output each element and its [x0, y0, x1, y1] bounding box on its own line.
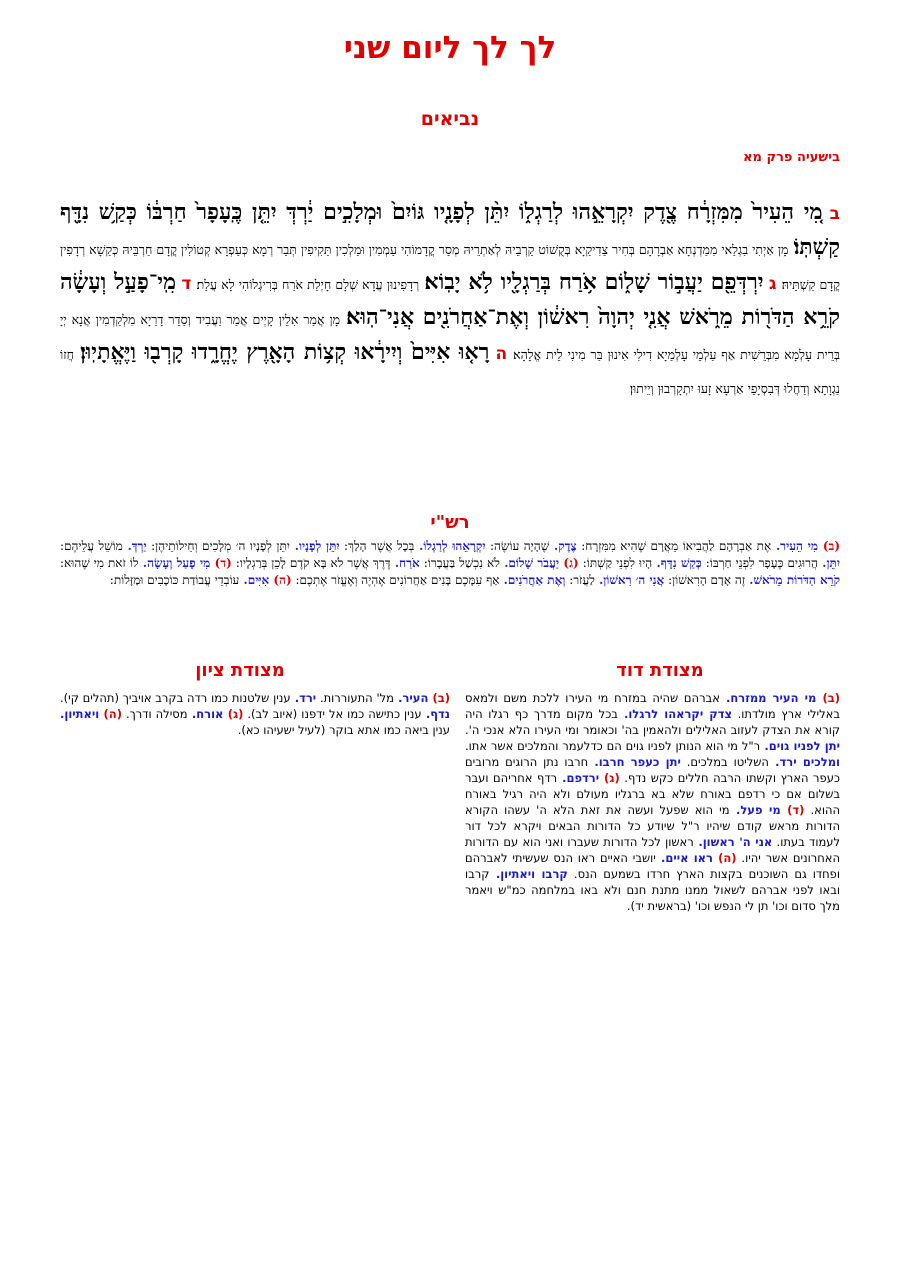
commentary-item	[60, 691, 316, 705]
commentary-heading-word: ראו איים.	[655, 851, 713, 865]
commentary-text: יִתֵּן לְפָנָיו ה׳ מְלָכִים וְחֵילוֹתֵיהֶן:	[146, 539, 290, 553]
commentary-heading-word: ירד.	[290, 691, 317, 705]
commentary-heading-word: קֹרֵא הַדֹּרוֹת מֵרֹאשׁ.	[745, 573, 840, 587]
commentary-heading-word: אֲנִי ה׳ רִאשׁוֹן.	[594, 573, 665, 587]
commentary-text: רדף אחריהם ועבר בשלום אם כי רדפם באורח שלא בא ברגליו מעולם ולא היה רגיל באורח ההוא.	[465, 771, 840, 817]
commentary-text: לַעֲזֹר:	[565, 573, 595, 587]
commentary-item	[316, 691, 450, 705]
commentary-text: אַף עִמָּכֶם בָּנִים אַחֲרוֹנִים אֶהְיֶה וְאֶעֱזֹר אֶתְכֶם:	[291, 573, 500, 587]
commentary-verse-number: (ב)	[818, 539, 840, 553]
commentary-text: דֶּרֶךְ אֲשֶׁר לֹא בָּא קֹדֶם לָכֵן בְּרַגְלָיו:	[231, 556, 391, 570]
commentary-text: מל' התעוררות.	[316, 691, 394, 705]
commentary-text: מסילה ודרך.	[121, 707, 188, 721]
commentary-item	[232, 556, 420, 570]
commentary-text: שֶׁהָיָה עוֹשֶׂה:	[485, 539, 550, 553]
commentary-item	[420, 556, 579, 570]
commentary-item	[147, 539, 340, 553]
commentary-item	[110, 573, 292, 587]
verse-targum: רְדָפִינוּן עֲדָא שְׁלָם חָיְלַת אֹרַח בְּרִיגְלוֹהִי לָא עֲלַת׃	[196, 277, 420, 292]
commentary-text: חרבו נתן הרוגים מרובים כעפר הארץ וקשתו הרבה חללים כקש נדף.	[465, 755, 841, 785]
verse-number: ד	[181, 274, 192, 294]
commentary-heading-word: יִתֵּן.	[817, 556, 840, 570]
commentary-text: עוֹבְדֵי עֲבוֹדַת כּוֹכָבִים וּמַזָּלוֹת:	[109, 573, 240, 587]
verse-hebrew: רָא֤וּ אִיִּים֙ וְיִירָ֔אוּ קְצ֥וֹת הָאָ֖רֶץ יֶחֱרָ֑דוּ קָרְב֖וּ וַיֶּאֱתָיֽוּן׃	[80, 339, 490, 365]
verse-hebrew: יִרְדְּפֵ֖ם יַעֲב֣וֹר שָׁל֑וֹם אֹ֥רַח בְּרַגְלָ֖יו לֹ֥א יָבֽוֹא׃	[424, 269, 764, 295]
commentary-item	[565, 573, 664, 587]
verse-hebrew: מִ֚י הֵעִיר֙ מִמִּזְרָ֔ח צֶ֖דֶק יִקְרָאֵ֣הוּ לְרַגְל֑וֹ יִתֵּ֨ן לְפָנָ֤יו גּוֹיִם֙ וּמְלָכִ֣ים יַ֔רְדְּ יִתֵּ֤ן כֶּֽעָפָר֙ חַרְבּ֔וֹ כְּקַ֥שׁ נִדָּ֖ף קַשְׁתּֽוֹ׃	[60, 199, 840, 260]
commentary-heading-word: מִי פָעַל וְעָשָׂה.	[138, 556, 211, 570]
commentary-item	[664, 573, 840, 587]
commentary-heading-word: קרבו ויאתיון.	[489, 867, 568, 881]
commentary-heading-word: מִי הֵעִיר.	[771, 539, 819, 553]
verse-targum: מָן אֲמַר אִלֵין קָיְים אֲמַר וַעֲבִיד וְסַדֵר דָרַיָא מִלְקַדְמִין אֲנָא יְיָ בְּרֵית עָלְמָא מִבְּרֵשִׁית אַף עַלְמֵי עָלְמַיָא דִילִי אִינוּן בַּר מִינִי לֵית אֱלָהָא׃	[60, 312, 840, 362]
commentary-verse-number: (ג)	[599, 771, 620, 785]
commentary-verse-number: (ה)	[99, 707, 122, 721]
commentary-text: הֲרוּגִים כֶּעָפָר לִפְנֵי חַרְבּוֹ:	[701, 556, 818, 570]
commentary-verse-number: (ב)	[816, 691, 841, 705]
commentary-heading-word: מי העיר ממזרח.	[719, 691, 817, 705]
rashi-commentary	[60, 538, 840, 589]
commentary-text: לֹא נִכְשַׁל בַּעֲבָרוֹ:	[419, 556, 500, 570]
commentary-heading-word: יתן כעפר חרבו.	[588, 755, 681, 769]
commentary-text: בכל מקום מדרך כף רגלו היה קורא את הצדק לעזוב האלילים ולהאמין בה' וכאומר ומי העירו הלא אנכי ה'.	[465, 707, 840, 737]
commentary-heading-word: נדף.	[421, 707, 450, 721]
verse-hebrew: מִֽי־פָעַ֣ל וְעָשָׂ֔ה קֹרֵ֥א הַדֹּר֖וֹת מֵרֹ֑אשׁ אֲנִ֤י יְהוָה֙ רִאשׁ֔וֹן וְאֶת־אַחֲרֹנִ֖ים אֲנִי־הֽוּא׃	[60, 269, 840, 330]
commentary-item	[292, 573, 566, 587]
commentary-text: ענין כתישה כמו אל ידפנו (איוב לב).	[243, 707, 422, 721]
commentary-verse-number: (ד)	[780, 803, 805, 817]
commentary-verse-number: (ד)	[210, 556, 232, 570]
rashi-heading: רש"י	[430, 512, 470, 533]
commentary-text: בְּכָל אֲשֶׁר הָלַךְ:	[339, 539, 415, 553]
commentary-heading-word: אֹרַח.	[390, 556, 420, 570]
commentary-heading-word: ירדפם.	[557, 771, 600, 785]
commentary-text: אברהם שהיה במזרח מי העירו ללכת משם ולמאס באלילי ארץ מולדתו.	[465, 691, 840, 721]
commentary-heading-word: יַרְדְּ.	[122, 539, 147, 553]
commentary-item	[60, 539, 147, 553]
commentary-text: יושבי האיים ראו הנס שעשיתי לאברהם ופחדו גם השוכנים בקצות הארץ חרדו בשמעם הנס.	[465, 851, 840, 881]
commentary-text: זֶה אָדָם הָרִאשׁוֹן:	[664, 573, 746, 587]
commentary-item	[243, 707, 450, 721]
commentary-item	[122, 707, 243, 721]
commentary-heading-word: כְּקַשׁ נִדָּף.	[652, 556, 702, 570]
commentary-item	[579, 556, 702, 570]
commentary-verse-number: (ג)	[223, 707, 244, 721]
verses-block	[60, 196, 840, 405]
commentary-text: השליטו במלכים.	[680, 755, 769, 769]
commentary-heading-word: צדק יקראהו לרגלו.	[617, 707, 732, 721]
commentary-heading-word: ויאתיון.	[60, 707, 100, 721]
commentary-text: קרבו ובאו לפני אברהם לשאול ממנו מתנת חנם ולא באו במלחמה כמ"ש ויאמר מלך סדום וכו' תן לי הנפש וכו' (בראשית יד).	[465, 867, 840, 913]
commentary-item	[60, 556, 232, 570]
commentary-text: מי הוא שפעל ועשה את זאת הלא ה' עשהו הקורא הדורות מראש קודם שיהיו ר"ל שיודע כל הדורות הבאים ויקרא לכל דור לעמוד בעתו.	[465, 803, 840, 849]
commentary-heading-word: אִיִּים.	[239, 573, 270, 587]
commentary-text: מוֹשֵׁל עֲלֵיהֶם:	[60, 539, 123, 553]
verse-targum: מָן אַיְתִי בִגְלַאי מִמַדְנְחָא אַבְרָהָם בְּחִיר צַדִיקַיָא בְּקֻשׁוֹט קַרְבֵיהּ לְאַתְרֵיהּ מְסַר קֳדָמוֹהִי עַמְמִין וּמַלְכִין תַּקִיפִין תְּבַר רְמָא כְּעַפְרָא קְטוֹלִין קֳדָם חַרְבֵּיהּ כְּקַשָׁא רְדָפִין קֳדָם קַשְׁתֵּיהּ׃	[60, 242, 840, 292]
commentary-heading-word: יִקְרָאֵהוּ לְרַגְלוֹ.	[414, 539, 486, 553]
commentary-heading-word: אני ה' ראשון.	[693, 835, 773, 849]
commentary-heading-word: העיר.	[393, 691, 429, 705]
commentary-item	[465, 739, 840, 753]
commentary-heading-word: וְאֶת אַחֲרֹנִים.	[499, 573, 566, 587]
chapter-source: בישעיה פרק מא	[743, 150, 840, 165]
section-heading: נביאים	[420, 108, 480, 130]
commentary-item	[485, 539, 576, 553]
metzudat-david-heading: מצודת דוד	[616, 660, 704, 681]
commentary-verse-number: (ג)	[559, 556, 579, 570]
verse-number: ב	[829, 204, 840, 224]
commentary-text: ענין שלטנות כמו רדה בקרב אויביך (תהלים קי).	[60, 691, 291, 705]
commentary-heading-word: יַעֲבֹר שָׁלוֹם.	[499, 556, 560, 570]
metzudat-david-commentary	[465, 690, 840, 914]
commentary-text: הָיוּ לִפְנֵי קַשְׁתּוֹ:	[578, 556, 653, 570]
commentary-text: אֶת אַבְרָהָם לַהֲבִיאוֹ מֵאֲרָם שֶׁהִיא מִמִּזְרָח:	[576, 539, 772, 553]
verse-number: ג	[768, 274, 777, 294]
commentary-item	[681, 755, 840, 769]
commentary-text: ר"ל מי הוא הנותן לפניו גוים הם כדלעמר והמלכים אשר אתו.	[465, 739, 761, 753]
commentary-verse-number: (ב)	[428, 691, 451, 705]
commentary-heading-word: צֶדֶק.	[549, 539, 577, 553]
commentary-heading-word: יתן לפניו גוים.	[760, 739, 840, 753]
commentary-item	[702, 556, 840, 570]
commentary-heading-word: מי פעל.	[729, 803, 781, 817]
commentary-heading-word: ומלכים ירד.	[768, 755, 840, 769]
commentary-text: ראשון לכל הדורות שעברו ואני הוא עם הדורות האחרונים אשר יהיו.	[465, 835, 841, 865]
metzudat-zion-commentary	[60, 690, 450, 738]
commentary-heading-word: יִתֵּן לְפָנָיו.	[289, 539, 340, 553]
commentary-item	[577, 539, 840, 553]
commentary-text: ענין ביאה כמו אתא בוקר (לעיל ישעיהו כא).	[237, 723, 450, 737]
verse-targum: חֲזוֹ נַגְוָתָא וְדַחֲלוּ דְּבִסְיָפֵי אַרְעָא זָעוּ יִתְקָרְבוּן וְיֵיתוּן׃	[60, 347, 840, 396]
metzudat-zion-heading: מצודת ציון	[195, 660, 285, 681]
commentary-heading-word: אורח.	[187, 707, 224, 721]
commentary-verse-number: (ה)	[712, 851, 737, 865]
commentary-item	[340, 539, 486, 553]
commentary-verse-number: (ה)	[269, 573, 292, 587]
verse-number: ה	[495, 344, 508, 364]
page-title: לך לך ליום שני	[343, 30, 557, 66]
verse	[196, 269, 777, 295]
commentary-text: לוֹ זֹאת מִי שֶׁהוּא:	[60, 556, 139, 570]
